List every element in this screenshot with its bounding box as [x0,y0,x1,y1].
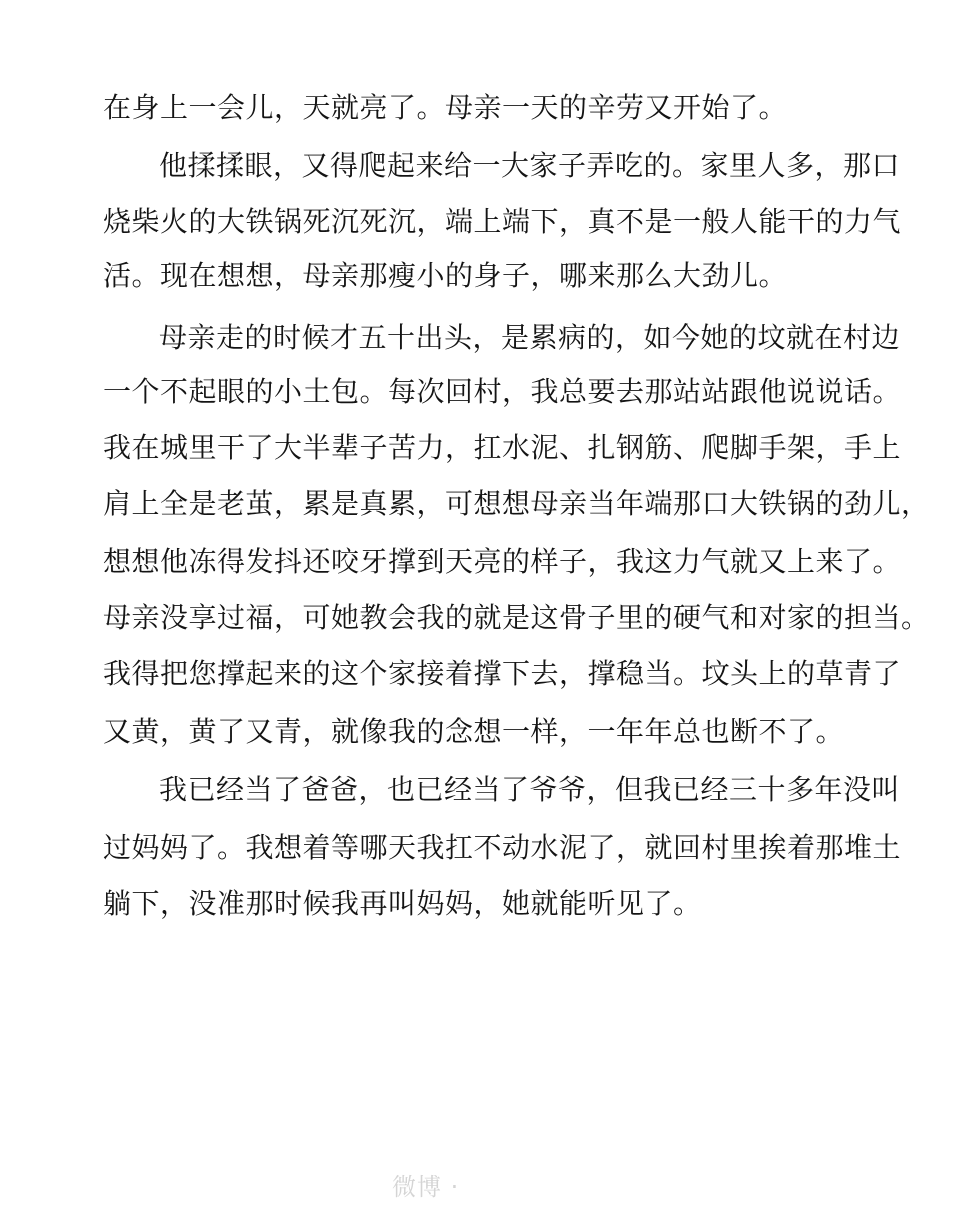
text-line: 我在城里干了大半辈子苦力，扛水泥、扎钢筋、爬脚手架，手上 [103,431,902,464]
watermark: 微博 · [392,1173,460,1201]
text-line: 在身上一会儿，天就亮了。母亲一天的辛劳又开始了。 [103,91,788,124]
text-line: 活。现在想想，母亲那瘦小的身子，哪来那么大劲儿。 [103,259,788,292]
text-line: 又黄，黄了又青，就像我的念想一样，一年年总也断不了。 [103,715,845,748]
text-line: 烧柴火的大铁锅死沉死沉，端上端下，真不是一般人能干的力气 [103,205,902,238]
text-line: 肩上全是老茧，累是真累，可想想母亲当年端那口大铁锅的劲儿， [103,487,930,520]
text-line: 我已经当了爸爸，也已经当了爷爷，但我已经三十多年没叫 [159,773,901,806]
text-line: 过妈妈了。我想着等哪天我扛不动水泥了，就回村里挨着那堆土 [103,831,902,864]
text-line: 躺下，没准那时候我再叫妈妈，她就能听见了。 [103,887,702,920]
text-line: 想想他冻得发抖还咬牙撑到天亮的样子，我这力气就又上来了。 [103,545,902,578]
text-line: 一个不起眼的小土包。每次回村，我总要去那站站跟他说说话。 [103,375,902,408]
text-line: 他揉揉眼，又得爬起来给一大家子弄吃的。家里人多，那口 [159,149,901,182]
text-line: 我得把您撑起来的这个家接着撑下去，撑稳当。坟头上的草青了 [103,657,902,690]
text-line: 母亲没享过福，可她教会我的就是这骨子里的硬气和对家的担当。 [103,601,930,634]
text-line: 母亲走的时候才五十出头，是累病的，如今她的坟就在村边 [159,321,901,354]
